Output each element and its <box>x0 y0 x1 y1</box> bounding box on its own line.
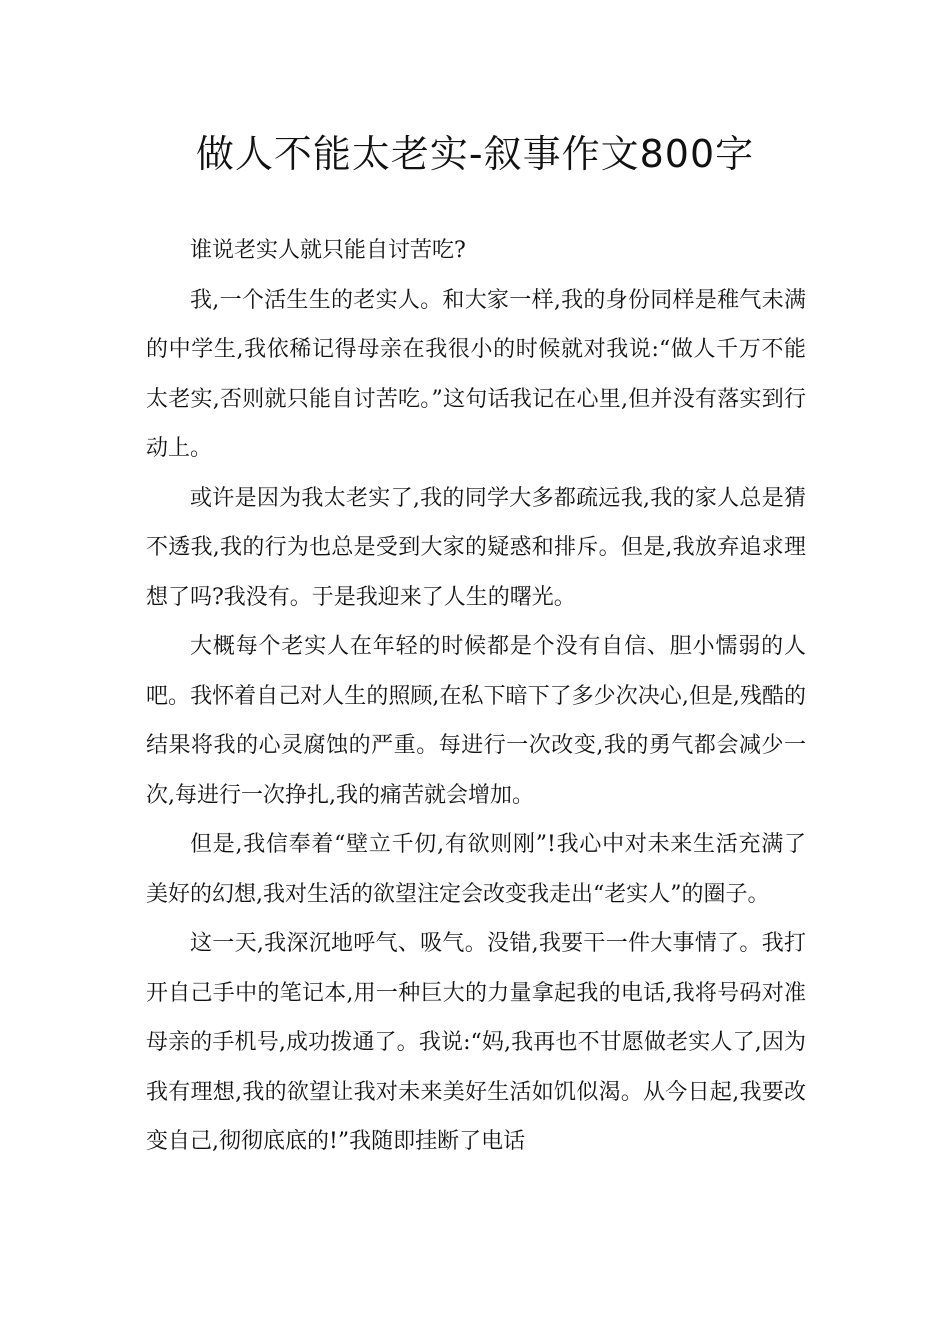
document-body <box>146 226 806 1167</box>
paragraph: 我,一个活生生的老实人。和大家一样,我的身份同样是稚气未满的中学生,我依稀记得母亲在我很小的时候就对我说:“做人千万不能太老实,否则就只能自讨苦吃。”这句话我记在心里,但并没有落实到行动上。 <box>146 287 806 461</box>
paragraph: 大概每个老实人在年轻的时候都是个没有自信、胆小懦弱的人吧。我怀着自己对人生的照顾,在私下暗下了多少次决心,但是,残酷的结果将我的心灵腐蚀的严重。每进行一次改变,我的勇气都会减少一次,每进行一次挣扎,我的痛苦就会增加。 <box>146 634 806 808</box>
document-title: 做人不能太老实-叙事作文800字 <box>195 132 755 176</box>
paragraph: 但是,我信奉着“壁立千仞,有欲则刚”!我心中对未来生活充满了美好的幻想,我对生活的欲望注定会改变我走出“老实人”的圈子。 <box>146 832 806 907</box>
paragraph: 这一天,我深沉地呼气、吸气。没错,我要干一件大事情了。我打开自己手中的笔记本,用一种巨大的力量拿起我的电话,我将号码对准母亲的手机号,成功拨通了。我说:“妈,我再也不甘愿做老实人了,因为我有理想,我的欲望让我对未来美好生活如饥似渴。从今日起,我要改变自己,彻彻底底的!”我随即挂断了电话 <box>146 931 806 1154</box>
paragraph: 谁说老实人就只能自讨苦吃? <box>190 238 466 263</box>
paragraph: 或许是因为我太老实了,我的同学大多都疏远我,我的家人总是猜不透我,我的行为也总是受到大家的疑惑和排斥。但是,我放弃追求理想了吗?我没有。于是我迎来了人生的曙光。 <box>146 485 806 610</box>
